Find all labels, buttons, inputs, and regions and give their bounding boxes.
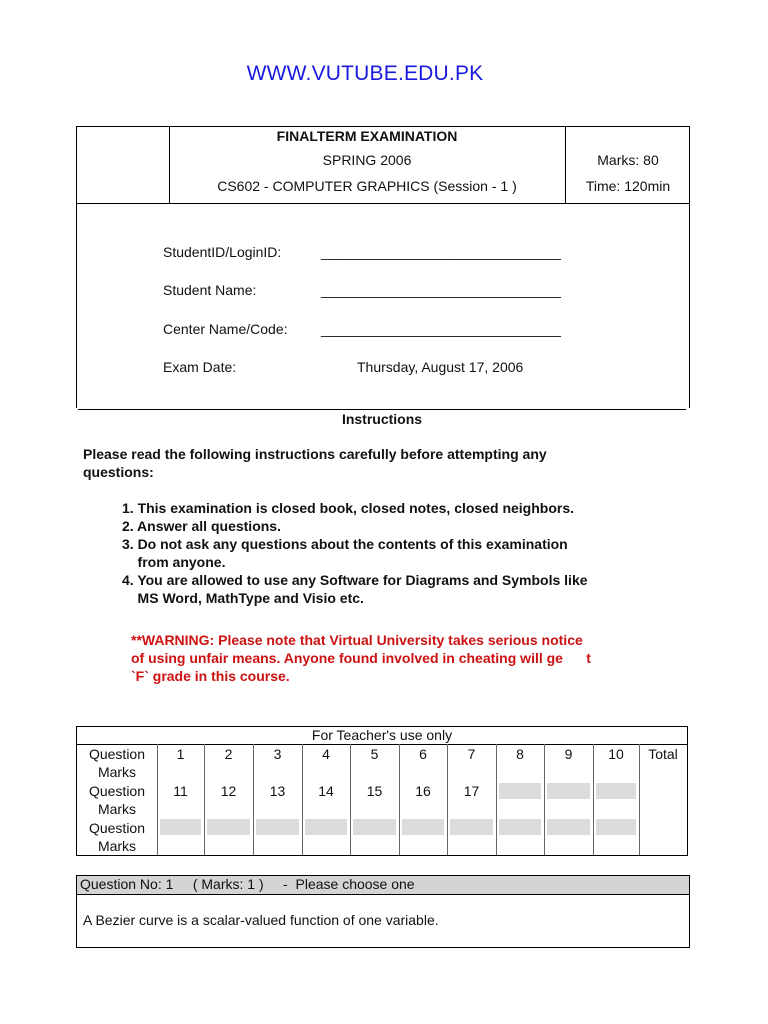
instructions-title: Instructions xyxy=(341,411,423,427)
empty-cell xyxy=(256,819,299,835)
question-number: 8 xyxy=(516,746,524,762)
question-number: 13 xyxy=(269,783,286,799)
row-label-question: Question xyxy=(88,820,146,836)
exam-marks: Marks: 80 xyxy=(597,152,659,168)
question-number: 6 xyxy=(419,746,427,762)
center-name-field[interactable]: ________________________________ xyxy=(321,321,561,337)
empty-cell xyxy=(596,783,636,799)
empty-cell xyxy=(499,783,541,799)
instructions-intro: Please read the following instructions carefully before attempting any xyxy=(83,446,547,462)
empty-cell xyxy=(547,783,590,799)
row-label-marks: Marks xyxy=(97,838,137,854)
row-label-question: Question xyxy=(88,746,146,762)
question-number: 10 xyxy=(608,746,624,762)
empty-cell xyxy=(207,819,250,835)
empty-cell xyxy=(305,819,347,835)
student-id-field[interactable]: ________________________________ xyxy=(321,244,561,260)
teacher-table-title: For Teacher's use only xyxy=(77,727,687,745)
question-number: 1 xyxy=(176,746,185,762)
question-number: 7 xyxy=(467,746,476,762)
exam-type-title: FINALTERM EXAMINATION xyxy=(276,128,458,144)
exam-time: Time: 120min xyxy=(585,178,671,194)
question-number: 16 xyxy=(415,783,431,799)
exam-header-box xyxy=(76,126,690,204)
warning-text: of using unfair means. Anyone found involved in cheating will ge t xyxy=(131,650,591,666)
question-header: Question No: 1 ( Marks: 1 ) - Please choose one xyxy=(77,876,689,895)
instructions-intro: questions: xyxy=(83,464,154,480)
site-url-heading: WWW.VUTUBE.EDU.PK xyxy=(246,62,484,85)
instruction-item: 1. This examination is closed book, closed notes, closed neighbors. xyxy=(122,500,574,516)
exam-date-value: Thursday, August 17, 2006 xyxy=(357,359,524,375)
row-label-marks: Marks xyxy=(97,801,137,817)
empty-cell xyxy=(499,819,541,835)
student-name-label: Student Name: xyxy=(163,282,257,298)
empty-cell xyxy=(450,819,493,835)
exam-term: SPRING 2006 xyxy=(322,152,412,168)
question-number: 9 xyxy=(564,746,573,762)
instruction-item: 4. You are allowed to use any Software for Diagrams and Symbols like xyxy=(122,572,588,588)
question-number: 11 xyxy=(173,783,188,799)
question-number: 14 xyxy=(318,783,334,799)
empty-cell xyxy=(596,819,636,835)
instruction-item: 3. Do not ask any questions about the contents of this examination xyxy=(122,536,568,552)
question-number: 3 xyxy=(273,746,282,762)
warning-text: **WARNING: Please note that Virtual University takes serious notice xyxy=(131,632,583,648)
student-name-field[interactable]: ________________________________ xyxy=(321,282,561,298)
question-number: 15 xyxy=(366,783,383,799)
row-label-marks: Marks xyxy=(97,764,137,780)
warning-text: `F` grade in this course. xyxy=(131,668,290,684)
question-number: 5 xyxy=(370,746,379,762)
question-number: 2 xyxy=(224,746,233,762)
exam-date-label: Exam Date: xyxy=(163,359,237,375)
empty-cell xyxy=(353,819,396,835)
student-info-box xyxy=(76,203,690,408)
question-number: 12 xyxy=(220,783,237,799)
instruction-item: 2. Answer all questions. xyxy=(122,518,281,534)
row-label-question: Question xyxy=(88,783,146,799)
question-box xyxy=(76,875,690,948)
empty-cell xyxy=(547,819,590,835)
course-title: CS602 - COMPUTER GRAPHICS (Session - 1 ) xyxy=(217,178,517,194)
instruction-item: MS Word, MathType and Visio etc. xyxy=(122,590,364,606)
divider xyxy=(78,409,686,410)
question-number: 4 xyxy=(322,746,330,762)
center-name-label: Center Name/Code: xyxy=(163,321,288,337)
question-text: A Bezier curve is a scalar-valued function of one variable. xyxy=(83,912,439,928)
question-number: 17 xyxy=(463,783,480,799)
total-label: Total xyxy=(648,746,678,762)
empty-cell xyxy=(160,819,201,835)
empty-cell xyxy=(402,819,444,835)
teacher-use-table xyxy=(76,726,688,856)
student-id-label: StudentID/LoginID: xyxy=(163,244,282,260)
instruction-item: from anyone. xyxy=(122,554,226,570)
